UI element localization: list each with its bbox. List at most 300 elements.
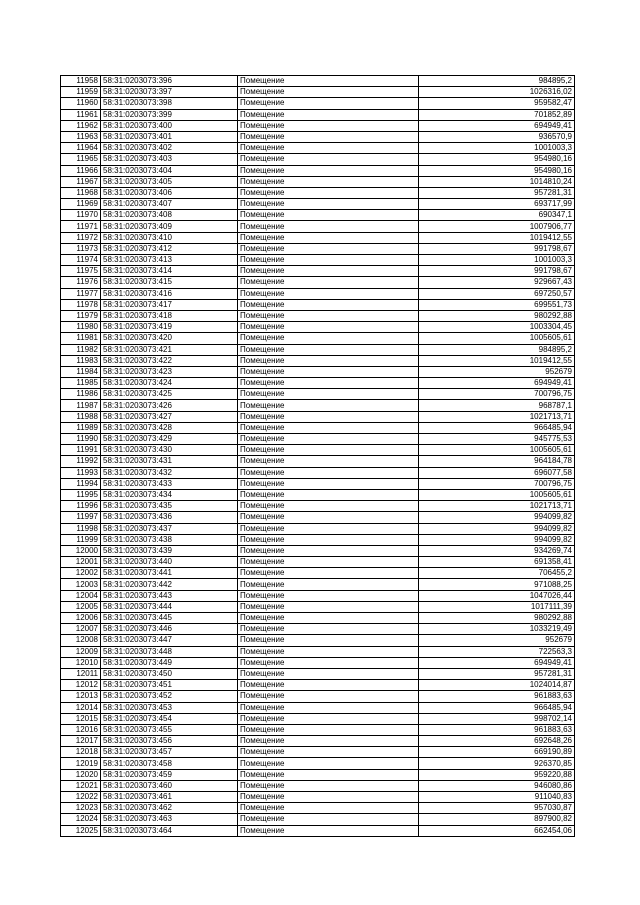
cadastral-value: 946080,86 [419,780,575,791]
cadastral-value: 690347,1 [419,210,575,221]
table-row [61,747,575,758]
cadastral-number: 58:31:0203073:433 [101,478,238,489]
object-type: Помещение [238,624,419,635]
table-row [61,724,575,735]
cadastral-number: 58:31:0203073:453 [101,702,238,713]
table-row [61,512,575,523]
cadastral-value: 959582,47 [419,98,575,109]
cadastral-value: 700796,75 [419,389,575,400]
cadastral-number: 58:31:0203073:425 [101,389,238,400]
cadastral-number: 58:31:0203073:422 [101,355,238,366]
row-number: 11977 [61,288,101,299]
object-type: Помещение [238,378,419,389]
table-body [61,76,575,837]
cadastral-number: 58:31:0203073:449 [101,657,238,668]
object-type: Помещение [238,523,419,534]
cadastral-value: 694949,41 [419,657,575,668]
cadastral-number: 58:31:0203073:447 [101,635,238,646]
cadastral-number: 58:31:0203073:409 [101,221,238,232]
cadastral-value: 1005605,61 [419,489,575,500]
cadastral-number: 58:31:0203073:462 [101,803,238,814]
table-row [61,613,575,624]
row-number: 12007 [61,624,101,635]
object-type: Помещение [238,109,419,120]
cadastral-number: 58:31:0203073:419 [101,322,238,333]
row-number: 11962 [61,120,101,131]
row-number: 11995 [61,489,101,500]
row-number: 11987 [61,400,101,411]
row-number: 12015 [61,713,101,724]
object-type: Помещение [238,825,419,836]
object-type: Помещение [238,176,419,187]
cadastral-number: 58:31:0203073:410 [101,232,238,243]
cadastral-value: 692648,26 [419,736,575,747]
object-type: Помещение [238,143,419,154]
cadastral-value: 1005605,61 [419,445,575,456]
table-row [61,691,575,702]
row-number: 11998 [61,523,101,534]
cadastral-number: 58:31:0203073:415 [101,277,238,288]
object-type: Помещение [238,411,419,422]
table-row [61,87,575,98]
cadastral-value: 984895,2 [419,344,575,355]
cadastral-number: 58:31:0203073:421 [101,344,238,355]
cadastral-value: 1021713,71 [419,501,575,512]
object-type: Помещение [238,601,419,612]
object-type: Помещение [238,590,419,601]
row-number: 11990 [61,434,101,445]
cadastral-value: 700796,75 [419,478,575,489]
object-type: Помещение [238,456,419,467]
cadastral-number: 58:31:0203073:458 [101,758,238,769]
row-number: 12018 [61,747,101,758]
table-row [61,467,575,478]
cadastral-value: 694949,41 [419,120,575,131]
cadastral-number: 58:31:0203073:413 [101,255,238,266]
object-type: Помещение [238,545,419,556]
table-row [61,143,575,154]
row-number: 11979 [61,310,101,321]
table-row [61,758,575,769]
object-type: Помещение [238,187,419,198]
cadastral-number: 58:31:0203073:459 [101,769,238,780]
cadastral-value: 957030,87 [419,803,575,814]
row-number: 11959 [61,87,101,98]
table-row [61,657,575,668]
object-type: Помещение [238,322,419,333]
row-number: 11976 [61,277,101,288]
table-row [61,389,575,400]
row-number: 12005 [61,601,101,612]
cadastral-number: 58:31:0203073:430 [101,445,238,456]
cadastral-number: 58:31:0203073:432 [101,467,238,478]
cadastral-value: 701852,89 [419,109,575,120]
object-type: Помещение [238,154,419,165]
table-row [61,266,575,277]
cadastral-number: 58:31:0203073:418 [101,310,238,321]
cadastral-number: 58:31:0203073:444 [101,601,238,612]
cadastral-value: 966485,94 [419,422,575,433]
table-row [61,579,575,590]
row-number: 11999 [61,534,101,545]
object-type: Помещение [238,534,419,545]
object-type: Помещение [238,803,419,814]
cadastral-number: 58:31:0203073:434 [101,489,238,500]
table-row [61,489,575,500]
object-type: Помещение [238,747,419,758]
cadastral-value: 991798,67 [419,243,575,254]
cadastral-value: 934269,74 [419,545,575,556]
table-row [61,243,575,254]
cadastral-value: 984895,2 [419,76,575,87]
row-number: 11969 [61,199,101,210]
cadastral-value: 1003304,45 [419,322,575,333]
cadastral-value: 991798,67 [419,266,575,277]
cadastral-number: 58:31:0203073:402 [101,143,238,154]
row-number: 11992 [61,456,101,467]
row-number: 11965 [61,154,101,165]
row-number: 12000 [61,545,101,556]
row-number: 12002 [61,568,101,579]
row-number: 11970 [61,210,101,221]
table-row [61,165,575,176]
cadastral-value: 697250,57 [419,288,575,299]
row-number: 11982 [61,344,101,355]
table-row [61,366,575,377]
table-row [61,680,575,691]
table-row [61,557,575,568]
cadastral-number: 58:31:0203073:417 [101,299,238,310]
table-row [61,523,575,534]
table-row [61,624,575,635]
table-row [61,445,575,456]
cadastral-value: 1005605,61 [419,333,575,344]
object-type: Помещение [238,76,419,87]
cadastral-number: 58:31:0203073:420 [101,333,238,344]
cadastral-number: 58:31:0203073:412 [101,243,238,254]
row-number: 12020 [61,769,101,780]
table-row [61,76,575,87]
cadastral-number: 58:31:0203073:463 [101,814,238,825]
table-row [61,456,575,467]
object-type: Помещение [238,478,419,489]
cadastral-value: 669190,89 [419,747,575,758]
table-row [61,478,575,489]
cadastral-value: 1019412,55 [419,232,575,243]
table-row [61,769,575,780]
table-row [61,668,575,679]
cadastral-number: 58:31:0203073:439 [101,545,238,556]
object-type: Помещение [238,299,419,310]
row-number: 12019 [61,758,101,769]
object-type: Помещение [238,366,419,377]
row-number: 11984 [61,366,101,377]
object-type: Помещение [238,422,419,433]
cadastral-value: 693717,99 [419,199,575,210]
cadastral-value: 998702,14 [419,713,575,724]
object-type: Помещение [238,501,419,512]
row-number: 12010 [61,657,101,668]
cadastral-number: 58:31:0203073:424 [101,378,238,389]
row-number: 12024 [61,814,101,825]
row-number: 11968 [61,187,101,198]
table-row [61,545,575,556]
object-type: Помещение [238,680,419,691]
row-number: 11967 [61,176,101,187]
row-number: 12012 [61,680,101,691]
object-type: Помещение [238,512,419,523]
object-type: Помещение [238,221,419,232]
table-row [61,635,575,646]
row-number: 11996 [61,501,101,512]
table-row [61,154,575,165]
table-row [61,333,575,344]
object-type: Помещение [238,668,419,679]
row-number: 12003 [61,579,101,590]
cadastral-value: 961883,63 [419,691,575,702]
object-type: Помещение [238,489,419,500]
cadastral-number: 58:31:0203073:436 [101,512,238,523]
object-type: Помещение [238,355,419,366]
cadastral-value: 957281,31 [419,668,575,679]
row-number: 11997 [61,512,101,523]
object-type: Помещение [238,232,419,243]
cadastral-number: 58:31:0203073:437 [101,523,238,534]
cadastral-number: 58:31:0203073:414 [101,266,238,277]
table-row [61,288,575,299]
object-type: Помещение [238,98,419,109]
table-row [61,187,575,198]
table-row [61,310,575,321]
object-type: Помещение [238,210,419,221]
cadastral-number: 58:31:0203073:442 [101,579,238,590]
object-type: Помещение [238,243,419,254]
cadastral-value: 897900,82 [419,814,575,825]
cadastral-number: 58:31:0203073:396 [101,76,238,87]
row-number: 12009 [61,646,101,657]
table-row [61,422,575,433]
object-type: Помещение [238,713,419,724]
cadastral-number: 58:31:0203073:401 [101,131,238,142]
table-row [61,344,575,355]
cadastral-number: 58:31:0203073:455 [101,724,238,735]
table-row [61,411,575,422]
cadastral-number: 58:31:0203073:406 [101,187,238,198]
cadastral-value: 1014810,24 [419,176,575,187]
cadastral-number: 58:31:0203073:464 [101,825,238,836]
cadastral-value: 699551,73 [419,299,575,310]
cadastral-number: 58:31:0203073:438 [101,534,238,545]
cadastral-value: 954980,16 [419,154,575,165]
cadastral-number: 58:31:0203073:416 [101,288,238,299]
table-row [61,199,575,210]
object-type: Помещение [238,310,419,321]
row-number: 11964 [61,143,101,154]
object-type: Помещение [238,568,419,579]
table-row [61,825,575,836]
cadastral-value: 1019412,55 [419,355,575,366]
cadastral-value: 1024014,87 [419,680,575,691]
table-row [61,378,575,389]
row-number: 12001 [61,557,101,568]
cadastral-value: 691358,41 [419,557,575,568]
row-number: 11980 [61,322,101,333]
object-type: Помещение [238,288,419,299]
registry-table [60,75,575,837]
row-number: 11986 [61,389,101,400]
table-row [61,131,575,142]
table-row [61,400,575,411]
table-row [61,534,575,545]
table-row [61,109,575,120]
object-type: Помещение [238,389,419,400]
object-type: Помещение [238,724,419,735]
object-type: Помещение [238,400,419,411]
object-type: Помещение [238,702,419,713]
cadastral-number: 58:31:0203073:399 [101,109,238,120]
cadastral-number: 58:31:0203073:461 [101,792,238,803]
row-number: 11994 [61,478,101,489]
cadastral-number: 58:31:0203073:429 [101,434,238,445]
cadastral-value: 980292,88 [419,613,575,624]
cadastral-number: 58:31:0203073:398 [101,98,238,109]
cadastral-number: 58:31:0203073:460 [101,780,238,791]
cadastral-number: 58:31:0203073:423 [101,366,238,377]
table-row [61,221,575,232]
row-number: 12022 [61,792,101,803]
cadastral-value: 994099,82 [419,523,575,534]
cadastral-number: 58:31:0203073:400 [101,120,238,131]
row-number: 11972 [61,232,101,243]
cadastral-value: 1026316,02 [419,87,575,98]
table-row [61,601,575,612]
cadastral-value: 706455,2 [419,568,575,579]
cadastral-value: 971088,25 [419,579,575,590]
row-number: 11981 [61,333,101,344]
row-number: 11975 [61,266,101,277]
object-type: Помещение [238,646,419,657]
object-type: Помещение [238,657,419,668]
object-type: Помещение [238,199,419,210]
table-row [61,210,575,221]
row-number: 12011 [61,668,101,679]
table-row [61,299,575,310]
cadastral-number: 58:31:0203073:456 [101,736,238,747]
cadastral-number: 58:31:0203073:435 [101,501,238,512]
object-type: Помещение [238,255,419,266]
object-type: Помещение [238,434,419,445]
table-row [61,176,575,187]
cadastral-value: 1017111,39 [419,601,575,612]
table-row [61,434,575,445]
table-row [61,232,575,243]
table-row [61,713,575,724]
cadastral-number: 58:31:0203073:440 [101,557,238,568]
row-number: 11958 [61,76,101,87]
cadastral-value: 968787,1 [419,400,575,411]
object-type: Помещение [238,333,419,344]
cadastral-value: 966485,94 [419,702,575,713]
table-row [61,322,575,333]
table-row [61,355,575,366]
cadastral-number: 58:31:0203073:403 [101,154,238,165]
row-number: 12021 [61,780,101,791]
table-row [61,590,575,601]
row-number: 11966 [61,165,101,176]
cadastral-value: 936570,9 [419,131,575,142]
cadastral-value: 929667,43 [419,277,575,288]
row-number: 11961 [61,109,101,120]
cadastral-value: 952679 [419,635,575,646]
object-type: Помещение [238,758,419,769]
object-type: Помещение [238,780,419,791]
object-type: Помещение [238,814,419,825]
object-type: Помещение [238,445,419,456]
cadastral-value: 1033219,49 [419,624,575,635]
table-row [61,803,575,814]
cadastral-number: 58:31:0203073:454 [101,713,238,724]
cadastral-value: 980292,88 [419,310,575,321]
object-type: Помещение [238,131,419,142]
cadastral-value: 1001003,3 [419,143,575,154]
row-number: 11983 [61,355,101,366]
cadastral-number: 58:31:0203073:405 [101,176,238,187]
cadastral-value: 662454,06 [419,825,575,836]
cadastral-number: 58:31:0203073:445 [101,613,238,624]
cadastral-value: 945775,53 [419,434,575,445]
cadastral-value: 1021713,71 [419,411,575,422]
cadastral-value: 961883,63 [419,724,575,735]
cadastral-number: 58:31:0203073:450 [101,668,238,679]
object-type: Помещение [238,613,419,624]
cadastral-number: 58:31:0203073:428 [101,422,238,433]
cadastral-value: 1047026,44 [419,590,575,601]
row-number: 12025 [61,825,101,836]
cadastral-value: 959220,88 [419,769,575,780]
cadastral-number: 58:31:0203073:426 [101,400,238,411]
table-row [61,736,575,747]
row-number: 12023 [61,803,101,814]
row-number: 11960 [61,98,101,109]
object-type: Помещение [238,467,419,478]
cadastral-number: 58:31:0203073:448 [101,646,238,657]
cadastral-value: 994099,82 [419,534,575,545]
cadastral-value: 722563,3 [419,646,575,657]
table-row [61,501,575,512]
row-number: 11971 [61,221,101,232]
row-number: 12004 [61,590,101,601]
table-row [61,702,575,713]
cadastral-number: 58:31:0203073:397 [101,87,238,98]
row-number: 11989 [61,422,101,433]
object-type: Помещение [238,165,419,176]
cadastral-value: 911040,83 [419,792,575,803]
cadastral-number: 58:31:0203073:446 [101,624,238,635]
table-row [61,568,575,579]
cadastral-value: 954980,16 [419,165,575,176]
cadastral-number: 58:31:0203073:457 [101,747,238,758]
row-number: 11973 [61,243,101,254]
row-number: 11993 [61,467,101,478]
table-row [61,780,575,791]
cadastral-number: 58:31:0203073:407 [101,199,238,210]
cadastral-value: 964184,78 [419,456,575,467]
cadastral-value: 957281,31 [419,187,575,198]
object-type: Помещение [238,277,419,288]
cadastral-number: 58:31:0203073:431 [101,456,238,467]
table-row [61,646,575,657]
row-number: 11974 [61,255,101,266]
